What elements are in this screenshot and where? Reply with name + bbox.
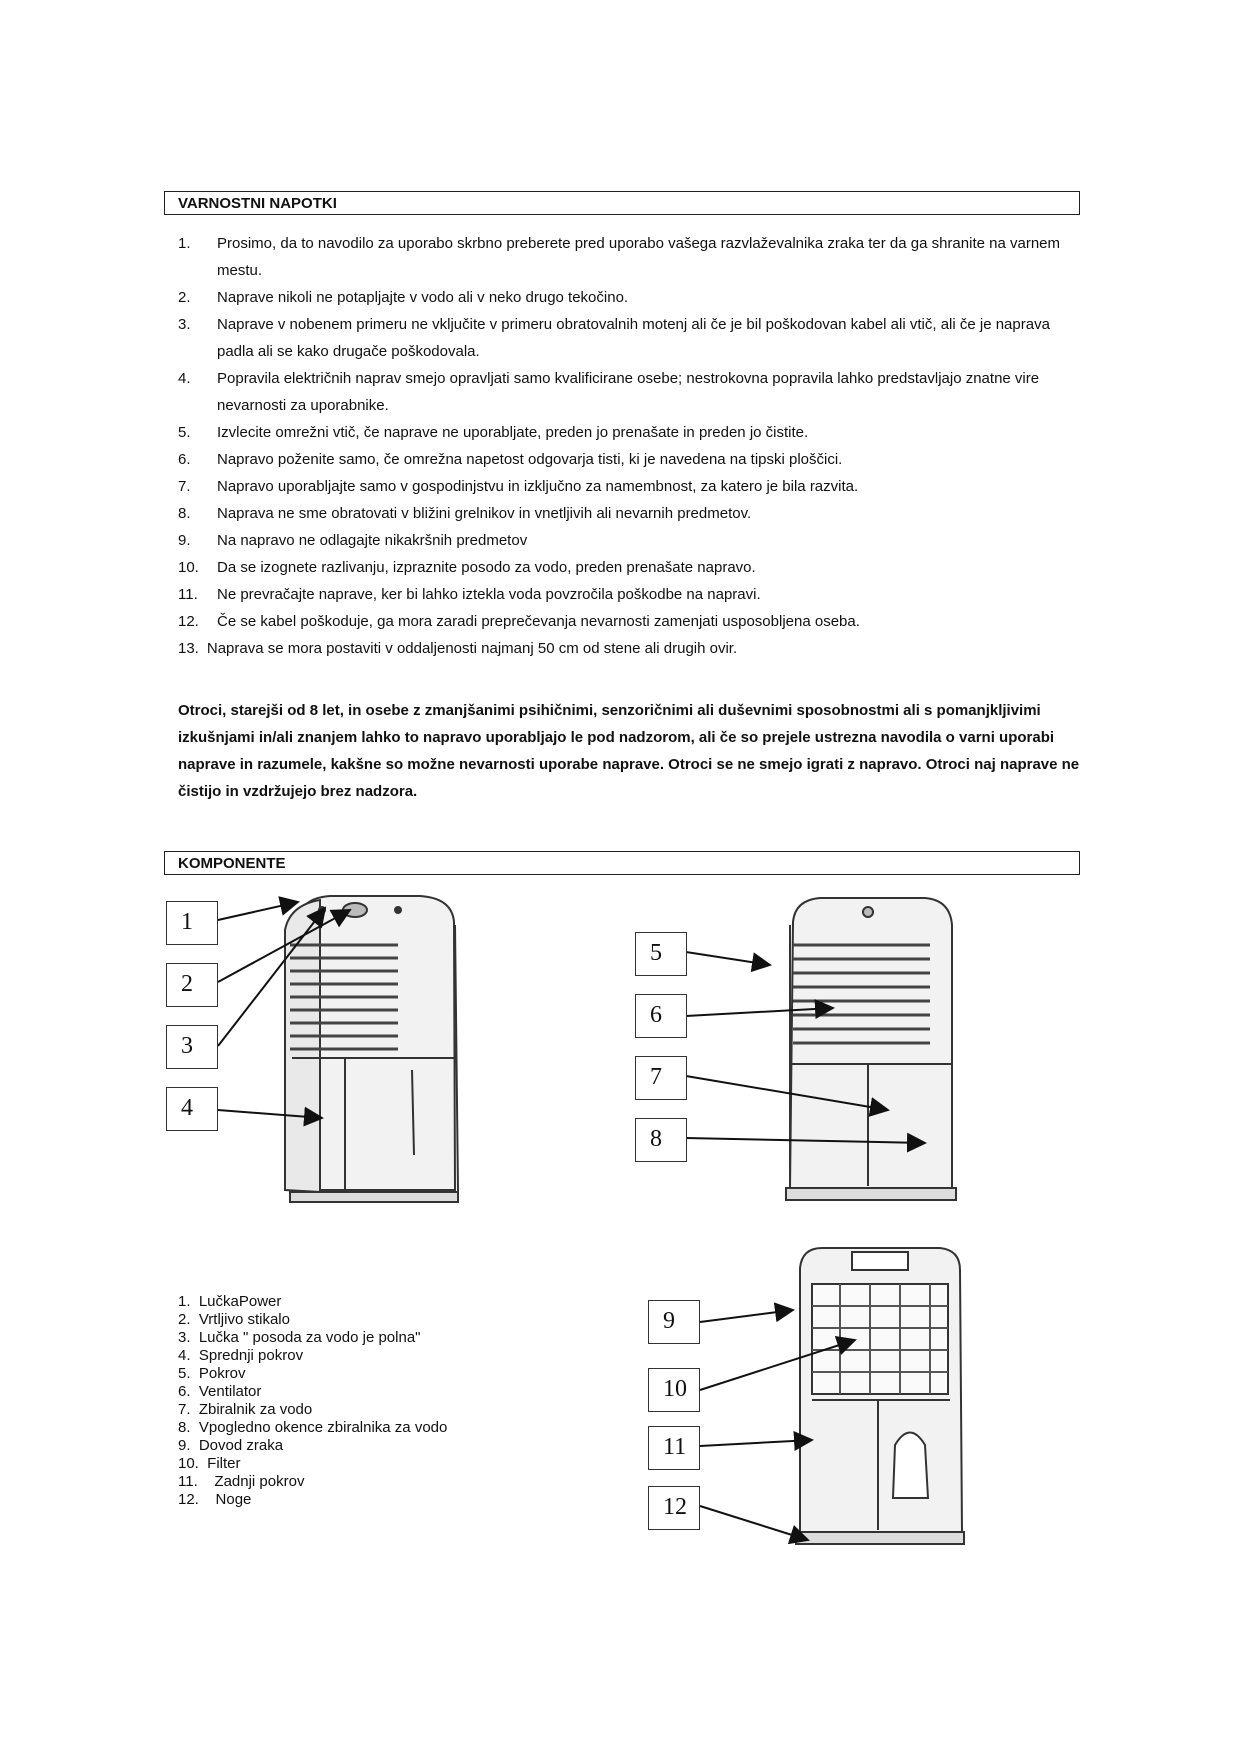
- callout-3: 3: [166, 1025, 218, 1069]
- safety-item-text: Na napravo ne odlagajte nikakršnih predmetov: [217, 532, 528, 549]
- legend-item: 7. Zbiralnik za vodo: [178, 1401, 313, 1418]
- safety-item-text: Popravila električnih naprav smejo opravljati samo kvalificirane osebe; nestrokovna popravila lahko predstavljajo znatne vire nevarnosti za uporabnike.: [217, 370, 1040, 414]
- safety-item-number: 10.: [178, 559, 199, 576]
- safety-item-number: 3.: [178, 316, 191, 333]
- safety-item-number: 12.: [178, 613, 199, 630]
- legend-item: 1. LučkaPower: [178, 1293, 282, 1310]
- callout-5: 5: [635, 932, 687, 976]
- callout-8: 8: [635, 1118, 687, 1162]
- legend-item: 12. Noge: [178, 1491, 252, 1508]
- safety-item-text: Če se kabel poškoduje, ga mora zaradi preprečevanja nevarnosti zamenjati usposobljena oseba.: [217, 613, 860, 630]
- callout-10: 10: [648, 1368, 700, 1412]
- legend-item: 4. Sprednji pokrov: [178, 1347, 304, 1364]
- safety-item-text: Da se izognete razlivanju, izpraznite posodo za vodo, preden prenašate napravo.: [217, 559, 756, 576]
- legend-item: 11. Zadnji pokrov: [178, 1473, 305, 1490]
- callout-12: 12: [648, 1486, 700, 1530]
- legend-item: 5. Pokrov: [178, 1365, 246, 1382]
- legend-item: 6. Ventilator: [178, 1383, 262, 1400]
- safety-item-number: 11.: [178, 586, 198, 603]
- callout-4: 4: [166, 1087, 218, 1131]
- safety-item-text: Prosimo, da to navodilo za uporabo skrbno preberete pred uporabo vašega razvlaževalnika zraka ter da ga shranite na varnem mestu.: [217, 235, 1060, 279]
- callout-11: 11: [648, 1426, 700, 1470]
- safety-item-number: 1.: [178, 235, 191, 252]
- safety-item-number: 13.: [178, 640, 199, 657]
- safety-item-number: 7.: [178, 478, 191, 495]
- safety-item-text: Naprave nikoli ne potapljajte v vodo ali v neko drugo tekočino.: [217, 289, 629, 306]
- rear-view-illustration: [796, 1248, 964, 1544]
- legend-item: 3. Lučka " posoda za vodo je polna": [178, 1329, 421, 1346]
- components-section-header: KOMPONENTE: [164, 851, 1080, 875]
- safety-item-text: Naprava se mora postaviti v oddaljenosti najmanj 50 cm od stene ali drugih ovir.: [206, 640, 738, 657]
- safety-section-header: VARNOSTNI NAPOTKI: [164, 191, 1080, 215]
- legend-item: 8. Vpogledno okence zbiralnika za vodo: [178, 1419, 448, 1436]
- safety-item-text: Napravo poženite samo, če omrežna napetost odgovarja tisti, ki je navedena na tipski ploščici.: [217, 451, 843, 468]
- legend-item: 2. Vrtljivo stikalo: [178, 1311, 290, 1328]
- side-view-illustration: [786, 898, 956, 1200]
- safety-item-text: Izvlecite omrežni vtič, če naprave ne uporabljate, preden jo prenašate in preden jo čistite.: [217, 424, 809, 441]
- safety-item-number: 8.: [178, 505, 191, 522]
- safety-item-number: 5.: [178, 424, 191, 441]
- callout-9: 9: [648, 1300, 700, 1344]
- legend-item: 10. Filter: [178, 1455, 241, 1472]
- children-warning: Otroci, starejši od 8 let, in osebe z zmanjšanimi psihičnimi, senzoričnimi ali duševnimi sposobnostmi ali s pomanjkljivimi izkušnjami in/ali znanjem lahko to napravo uporabljajo le pod nadzorom, ali če so prejele ustrezna navodila o varni uporabi naprave in razumele, kakšne so možne nevarnosti uporabe naprave. Otroci se ne smejo igrati z napravo. Otroci naj naprave ne čistijo in vzdržujejo brez nadzora.: [178, 702, 1080, 800]
- legend-item: 9. Dovod zraka: [178, 1437, 284, 1454]
- callout-2: 2: [166, 963, 218, 1007]
- callout-1: 1: [166, 901, 218, 945]
- safety-item-text: Naprava ne sme obratovati v bližini grelnikov in vnetljivih ali nevarnih predmetov.: [217, 505, 752, 522]
- safety-item-number: 6.: [178, 451, 191, 468]
- callout-7: 7: [635, 1056, 687, 1100]
- safety-item-number: 9.: [178, 532, 191, 549]
- safety-item-number: 4.: [178, 370, 191, 387]
- safety-item-number: 2.: [178, 289, 191, 306]
- safety-item-text: Ne prevračajte naprave, ker bi lahko iztekla voda povzročila poškodbe na napravi.: [217, 586, 761, 603]
- safety-item-text: Napravo uporabljajte samo v gospodinjstvu in izključno za namembnost, za katero je bila razvita.: [217, 478, 859, 495]
- components-legend: [178, 1293, 447, 1509]
- callout-6: 6: [635, 994, 687, 1038]
- safety-item-text: Naprave v nobenem primeru ne vključite v primeru obratovalnih motenj ali če je bil poškodovan kabel ali vtič, ali če je naprava padla ali se kako drugače poškodovala.: [217, 316, 1050, 360]
